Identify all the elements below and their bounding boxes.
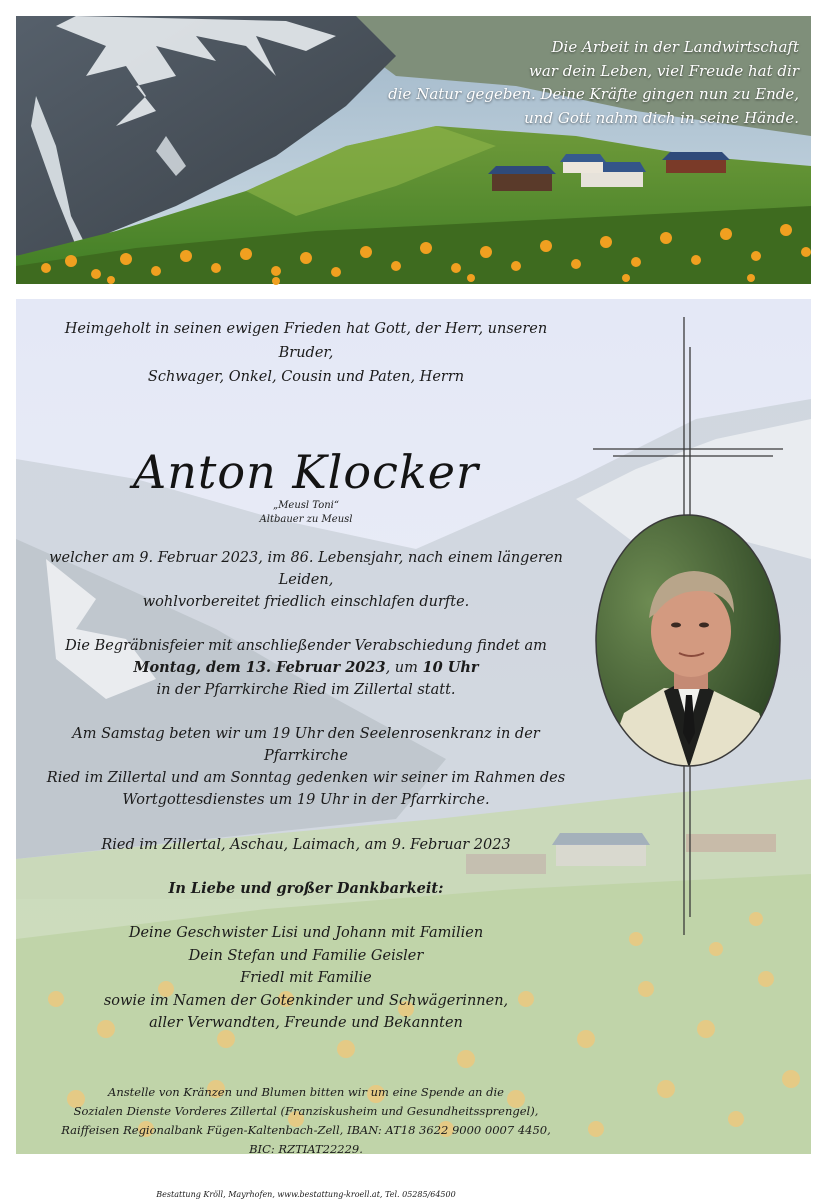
intro-text — [36, 317, 576, 389]
donation-line: BIC: RZTIAT22229. — [249, 1141, 363, 1156]
obituary-card — [16, 299, 811, 1199]
obituary-text — [36, 317, 576, 1201]
quote-line: war dein Leben, viel Freude hat dir — [529, 61, 799, 80]
family-line: Dein Stefan und Familie Geisler — [188, 947, 424, 964]
landscape-banner — [16, 16, 811, 284]
rosary-line: Ried im Zillertal und am Sonntag gedenken wir seiner im Rahmen des — [46, 770, 566, 786]
place-date: Ried im Zillertal, Aschau, Laimach, am 9. Februar 2023 — [101, 837, 511, 853]
funeral-time: 10 Uhr — [422, 659, 479, 676]
portrait-photo — [594, 513, 782, 768]
funeral-datetime — [36, 657, 576, 679]
funeral-info — [36, 635, 576, 701]
family-line: Deine Geschwister Lisi und Johann mit Familien — [128, 925, 484, 941]
funeral-line: in der Pfarrkirche Ried im Zillertal statt. — [156, 682, 456, 698]
donation-request — [36, 1083, 576, 1159]
deceased-title: Altbauer zu Meusl — [259, 514, 353, 525]
rosary-info — [36, 723, 576, 811]
quote-line: und Gott nahm dich in seine Hände. — [524, 108, 799, 127]
donation-line: Raiffeisen Regionalbank Fügen-Kaltenbach-Zell, IBAN: AT18 3622 9000 0007 4450, — [61, 1122, 551, 1137]
death-notice — [36, 547, 576, 613]
funeral-line: Die Begräbnisfeier mit anschließender Verabschiedung findet am — [65, 638, 547, 654]
intro-line: Schwager, Onkel, Cousin und Paten, Herrn — [147, 369, 465, 385]
deceased-name: Anton Klocker — [133, 445, 479, 499]
family-list — [36, 922, 576, 1035]
funeral-time-prefix: , um — [385, 660, 423, 676]
quote-line: Die Arbeit in der Landwirtschaft — [551, 38, 799, 56]
rosary-line: Am Samstag beten wir um 19 Uhr den Seelenrosenkranz in der Pfarrkirche — [72, 726, 540, 764]
death-line: wohlvorbereitet friedlich einschlafen durfte. — [142, 594, 470, 610]
family-line: aller Verwandten, Freunde und Bekannten — [149, 1015, 463, 1031]
quote-line: die Natur gegeben. Deine Kräfte gingen nun zu Ende, — [388, 85, 799, 103]
undertaker-footer: Bestattung Kröll, Mayrhofen, www.bestattung-kroell.at, Tel. 05285/64500 — [156, 1189, 456, 1199]
family-line: sowie im Namen der Gotenkinder und Schwägerinnen, — [103, 992, 509, 1009]
family-line: Friedl mit Familie — [240, 970, 372, 986]
donation-line: Sozialen Dienste Vorderes Zillertal (Franziskusheim und Gesundheitssprengel), — [73, 1103, 539, 1118]
rosary-line: Wortgottesdienstes um 19 Uhr in der Pfarrkirche. — [122, 792, 490, 808]
thanks-heading: In Liebe und großer Dankbarkeit: — [168, 880, 444, 897]
deceased-nickname: „Meusl Toni“ — [273, 500, 339, 511]
banner-quote — [379, 36, 799, 130]
funeral-date: Montag, dem 13. Februar 2023 — [133, 659, 386, 676]
intro-line: Heimgeholt in seinen ewigen Frieden hat Gott, der Herr, unseren Bruder, — [64, 321, 548, 361]
donation-line: Anstelle von Kränzen und Blumen bitten wir um eine Spende an die — [108, 1084, 504, 1099]
death-line: welcher am 9. Februar 2023, im 86. Lebensjahr, nach einem längeren Leiden, — [49, 550, 563, 588]
